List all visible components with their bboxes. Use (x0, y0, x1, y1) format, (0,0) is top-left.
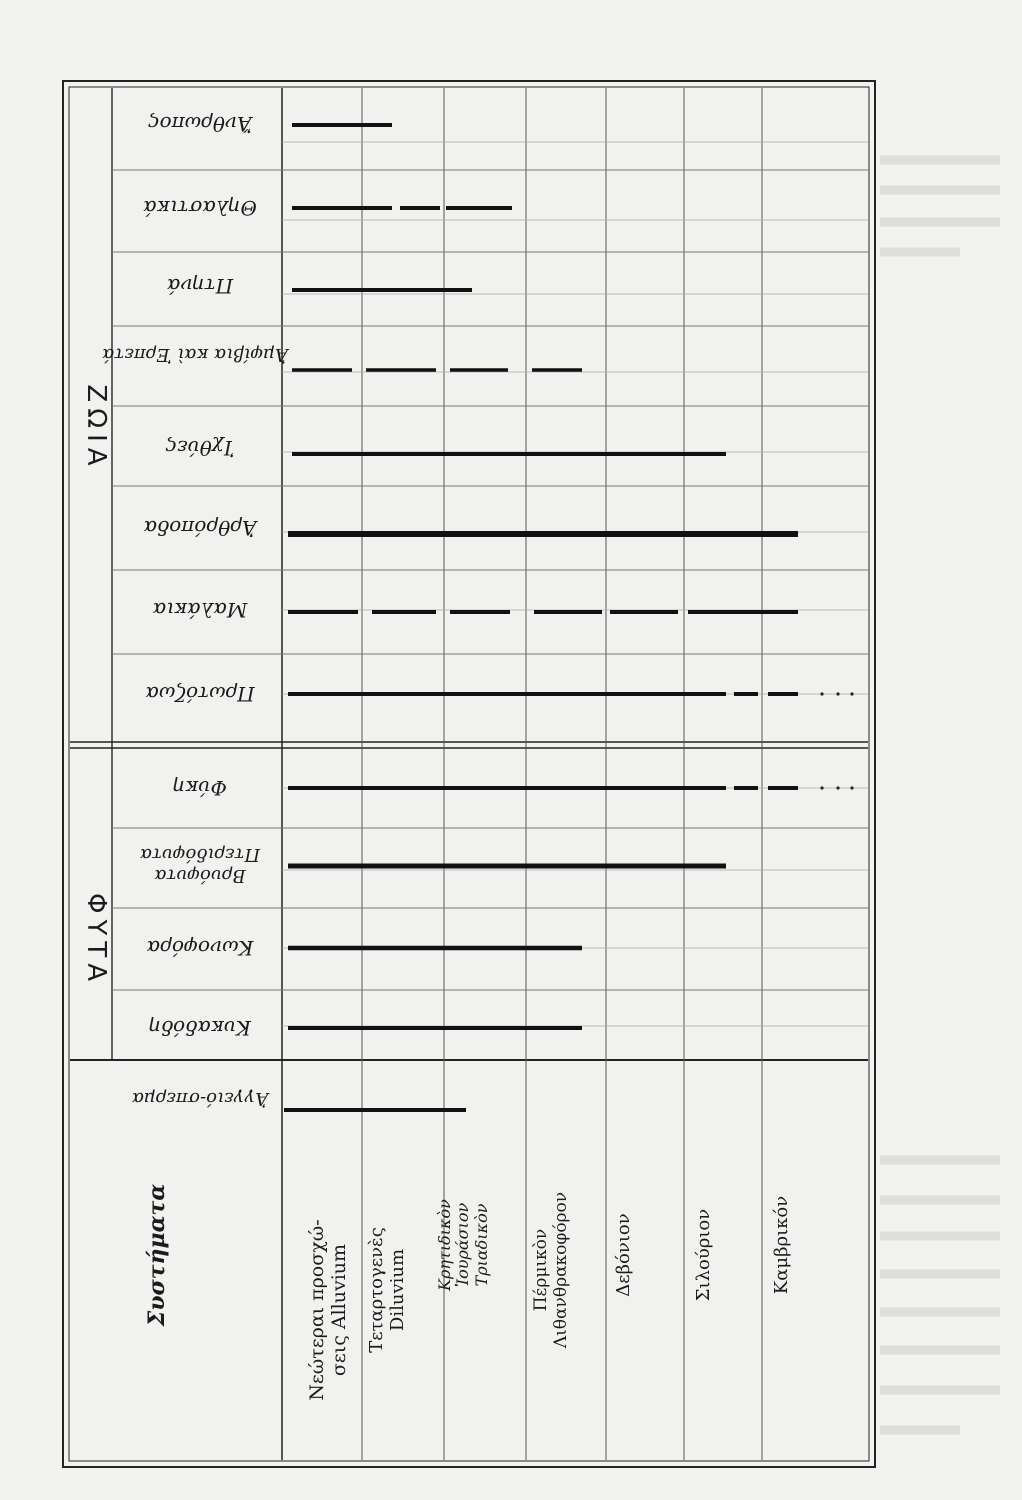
row-guide-lines (282, 142, 868, 1026)
systems-header-label: Συστήματα (144, 1183, 170, 1327)
organism-label: Κυκαδόδη (149, 1016, 251, 1040)
organism-label: Φύκη (173, 776, 227, 800)
organism-label: Θηλαστικά (143, 196, 257, 220)
system-label: Πέρμικὸν Λιθανθρακοφόρον (531, 1191, 571, 1349)
system-label: Καμβρικόν (771, 1195, 792, 1295)
organism-label: Ἀγγειό-σπερμα (131, 1088, 269, 1109)
system-label: Δεβόνιον (613, 1213, 634, 1297)
organism-label: Πρωτόζωα (145, 682, 255, 706)
system-label: Τεταρτογενὲς Diluvium (366, 1227, 408, 1353)
system-label: Σιλούριον (693, 1208, 714, 1302)
organism-label: Πτηνά (166, 274, 234, 298)
system-label: Νεώτεραι προσχώ- σεις Alluvium (306, 1219, 350, 1401)
organism-label: Ἄνθρωπος (148, 112, 252, 136)
organism-label: Ἀρθρόποδα (143, 516, 257, 540)
range-bars (284, 125, 798, 1110)
organism-label: Βρυόφυτα Πτεριδόφυτα (139, 844, 261, 886)
group-label-zoa: ΖΩΙΑ (81, 384, 111, 472)
system-label: Κρητιδικὸν Ἰουράσιον Τριαδικὸν (435, 1199, 491, 1291)
organism-label: Ἀμφίβια καὶ Ἑρπετά (102, 344, 288, 365)
organism-label: Μαλάκια (152, 598, 248, 622)
organism-label: Κωνοφόρα (146, 936, 254, 960)
range-bar-dots (820, 692, 853, 789)
group-label-fyta: ΦΥΤΑ (81, 892, 111, 987)
bleed-through-text (880, 160, 1000, 1430)
organism-label: Ἰχθύες (165, 436, 235, 460)
